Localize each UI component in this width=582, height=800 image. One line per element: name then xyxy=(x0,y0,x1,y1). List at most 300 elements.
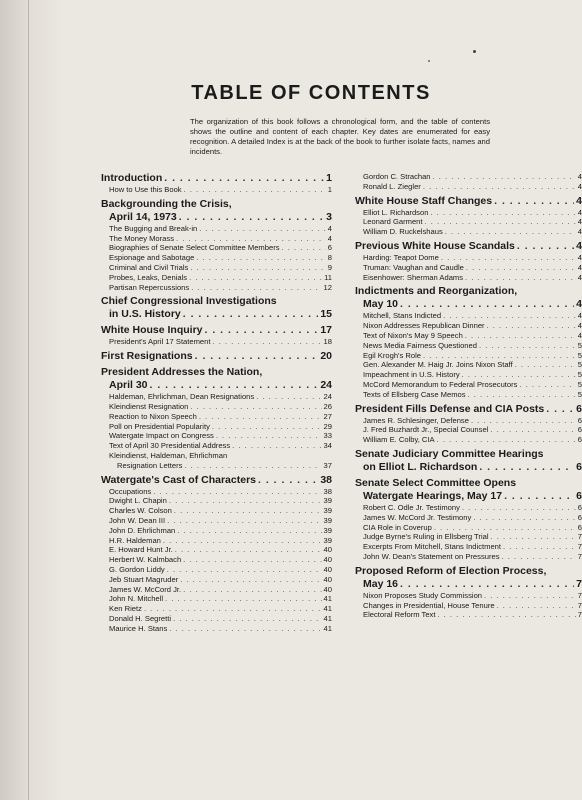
toc-entry xyxy=(355,321,582,331)
dot-leader xyxy=(213,337,322,347)
toc-entry xyxy=(355,601,582,611)
section-heading-page: 15 xyxy=(320,308,332,321)
section-heading-page: 38 xyxy=(320,473,332,486)
toc-entry-page: 41 xyxy=(323,623,332,633)
toc-entry-text: Poll on Presidential Popularity xyxy=(109,421,210,431)
toc-entry-text: Herbert W. Kalmbach xyxy=(109,555,182,565)
toc-entry-page: 6 xyxy=(327,243,332,253)
toc-entry xyxy=(355,532,582,542)
toc-entry-text: J. Fred Buzhardt Jr., Special Counsel xyxy=(363,425,489,435)
toc-entry-page: 4 xyxy=(577,262,582,272)
toc-entry-text: Donald H. Segretti xyxy=(109,613,172,623)
dot-leader xyxy=(445,227,576,237)
toc-entry xyxy=(355,435,582,445)
toc-entry-text: William D. Ruckelshaus xyxy=(363,227,443,237)
toc-entry-text: Ken Rietz xyxy=(109,604,142,614)
toc-section xyxy=(101,198,332,293)
toc-entry-text: The Money Morass xyxy=(109,233,174,243)
toc-section xyxy=(101,295,332,321)
toc-section xyxy=(355,403,582,445)
dot-leader xyxy=(462,370,576,380)
toc-entry xyxy=(355,273,582,283)
toc-entry-page: 6 xyxy=(577,425,582,435)
toc-entry-page: 6 xyxy=(577,512,582,522)
toc-entry-text: Text of April 30 Presidential Address xyxy=(109,441,231,451)
toc-entry xyxy=(101,487,332,497)
toc-entry xyxy=(101,422,332,432)
section-heading xyxy=(355,490,582,503)
dot-leader xyxy=(484,591,576,601)
toc-entry xyxy=(355,311,582,321)
toc-entry-page: 5 xyxy=(577,340,582,350)
dot-leader xyxy=(175,545,322,555)
toc-entry-page: 40 xyxy=(323,545,332,555)
section-heading xyxy=(355,578,582,591)
toc-entry-text: James W. McCord Jr. xyxy=(109,584,182,594)
toc-entry-page: 39 xyxy=(323,515,332,525)
toc-entry xyxy=(355,172,582,182)
toc-entry xyxy=(101,496,332,506)
toc-entry-text: Electoral Reform Text xyxy=(363,610,436,620)
dot-leader xyxy=(425,217,576,227)
toc-entry-text: William E. Colby, CIA xyxy=(363,435,435,445)
toc-entry-text: Probes, Leaks, Denials xyxy=(109,272,188,282)
dot-leader xyxy=(199,224,326,234)
section-heading-text: Introduction xyxy=(101,172,163,184)
dot-leader xyxy=(519,380,575,390)
toc-entry xyxy=(101,594,332,604)
toc-entry-page: 5 xyxy=(577,350,582,360)
print-speck xyxy=(428,60,430,62)
dot-leader xyxy=(400,298,574,311)
section-entries xyxy=(355,591,582,620)
toc-entry xyxy=(101,555,332,565)
toc-section xyxy=(101,350,332,363)
section-heading-text: on Elliot L. Richardson xyxy=(363,460,478,473)
toc-section xyxy=(355,477,582,562)
dot-leader xyxy=(190,402,321,412)
dot-leader xyxy=(437,610,575,620)
dot-leader xyxy=(423,182,576,192)
toc-entry-text: McCord Memorandum to Federal Prosecutors xyxy=(363,379,518,389)
toc-entry-text: Jeb Stuart Magruder xyxy=(109,574,179,584)
dot-leader xyxy=(169,496,322,506)
toc-entry xyxy=(101,516,332,526)
section-heading xyxy=(101,350,332,363)
toc-entry-text: Watergate Impact on Congress xyxy=(109,431,214,441)
toc-entry xyxy=(355,390,582,400)
section-entries xyxy=(355,208,582,237)
toc-entry-page: 33 xyxy=(323,431,332,441)
section-heading-page: 4 xyxy=(576,239,582,252)
toc-entry-text: Texts of Ellsberg Case Memos xyxy=(363,389,466,399)
section-heading-line: Senate Judiciary Committee Hearings xyxy=(355,447,544,460)
dot-leader xyxy=(497,601,576,611)
dot-leader xyxy=(517,240,574,253)
toc-entry-text: Egil Krogh's Role xyxy=(363,350,422,360)
toc-entry-page: 37 xyxy=(323,460,332,470)
toc-entry xyxy=(355,610,582,620)
section-heading-text: First Resignations xyxy=(101,350,193,363)
dot-leader xyxy=(437,435,576,445)
toc-section xyxy=(101,474,332,634)
toc-entry-text: John W. Dean III xyxy=(109,515,166,525)
toc-entry-text: The Bugging and Break-in xyxy=(109,223,198,233)
dot-leader xyxy=(515,360,576,370)
toc-entry-text: Ronald L. Ziegler xyxy=(363,181,421,191)
toc-entry-text: Gen. Alexander M. Haig Jr. Joins Nixon Staff xyxy=(363,360,513,370)
section-heading-page: 6 xyxy=(576,489,582,502)
toc-entry-text: John N. Mitchell xyxy=(109,594,164,604)
toc-entry-text: Gordon C. Strachan xyxy=(363,172,431,181)
toc-entry-page: 6 xyxy=(577,502,582,512)
section-entries xyxy=(101,337,332,347)
toc-entry xyxy=(101,412,332,422)
toc-left-column xyxy=(101,172,332,637)
toc-entry xyxy=(101,273,332,283)
section-heading-text: Watergate's Cast of Characters xyxy=(101,473,256,486)
dot-leader xyxy=(430,208,575,218)
dot-leader xyxy=(167,516,321,526)
toc-entry-page: 11 xyxy=(324,272,332,282)
dot-leader xyxy=(282,243,326,253)
section-heading-page: 6 xyxy=(576,460,582,473)
section-heading-page: 7 xyxy=(576,577,582,590)
toc-entry-page: 41 xyxy=(323,604,332,614)
section-heading-text: White House Inquiry xyxy=(101,324,203,337)
toc-entry-page: 12 xyxy=(323,282,332,292)
dot-leader xyxy=(479,461,574,474)
toc-section xyxy=(355,195,582,237)
toc-entry-text: Mitchell, Stans Indicted xyxy=(363,311,442,321)
section-heading-page: 20 xyxy=(320,350,332,363)
toc-entry-text: John W. Dean's Statement on Pressures xyxy=(363,551,500,561)
toc-entry-page: 7 xyxy=(577,551,582,561)
dot-leader xyxy=(165,594,322,604)
dot-leader xyxy=(546,403,574,416)
toc-entry-page: 4 xyxy=(577,272,582,282)
section-entries xyxy=(355,311,582,399)
toc-entry xyxy=(355,523,582,533)
toc-entry xyxy=(355,370,582,380)
toc-section xyxy=(101,366,332,470)
toc-entry xyxy=(101,431,332,441)
toc-entry xyxy=(355,503,582,513)
toc-section xyxy=(355,285,582,399)
section-entries xyxy=(101,487,332,634)
toc-section xyxy=(355,240,582,282)
dot-leader xyxy=(433,172,576,182)
toc-entry xyxy=(101,253,332,263)
toc-entry xyxy=(101,565,332,575)
toc-entry-page: 39 xyxy=(323,535,332,545)
toc-entry xyxy=(101,506,332,516)
dot-leader xyxy=(183,585,321,595)
toc-entry xyxy=(355,263,582,273)
toc-entry-text: Criminal and Civil Trials xyxy=(109,262,189,272)
toc-entry xyxy=(101,263,332,273)
dot-leader xyxy=(205,324,319,337)
toc-entry xyxy=(101,575,332,585)
toc-entry-page: 39 xyxy=(323,525,332,535)
section-heading-text: April 14, 1973 xyxy=(109,210,177,223)
toc-section xyxy=(101,324,332,347)
section-heading-text: in U.S. History xyxy=(109,308,181,321)
section-heading-line: Senate Select Committee Opens xyxy=(355,476,517,489)
section-heading-text: White House Staff Changes xyxy=(355,194,493,207)
toc-entry xyxy=(355,513,582,523)
section-heading-page: 4 xyxy=(576,298,582,311)
toc-entry xyxy=(101,614,332,624)
toc-right-column xyxy=(355,172,582,623)
toc-entry xyxy=(101,585,332,595)
section-heading xyxy=(355,240,582,253)
dot-leader xyxy=(177,526,321,536)
toc-entry-page: 6 xyxy=(577,415,582,425)
toc-entry xyxy=(101,402,332,412)
toc-entry xyxy=(355,217,582,227)
toc-entry-text: Robert C. Odle Jr. Testimony xyxy=(363,502,460,512)
toc-entry-page: 4 xyxy=(577,172,582,181)
section-entries xyxy=(101,185,332,195)
toc-section xyxy=(355,172,582,192)
toc-entry-page: 27 xyxy=(323,411,332,421)
page-binding-shadow xyxy=(0,0,64,800)
toc-entry-text: Partisan Repercussions xyxy=(109,282,190,292)
toc-entry xyxy=(101,234,332,244)
toc-entry-text: News Media Fairness Questioned xyxy=(363,340,477,350)
toc-entry xyxy=(101,392,332,402)
toc-entry-page: 4 xyxy=(577,181,582,191)
section-entries xyxy=(101,224,332,293)
toc-entry-page: 6 xyxy=(577,435,582,445)
dot-leader xyxy=(502,552,576,562)
dot-leader xyxy=(494,195,574,208)
toc-entry-text: H.R. Haldeman xyxy=(109,535,161,545)
dot-leader xyxy=(153,487,321,497)
dot-leader xyxy=(491,532,576,542)
dot-leader xyxy=(503,542,576,552)
section-heading xyxy=(101,211,332,224)
toc-entry xyxy=(355,208,582,218)
section-heading xyxy=(355,403,582,416)
dot-leader xyxy=(189,273,322,283)
dot-leader xyxy=(465,331,576,341)
toc-entry-page: 18 xyxy=(323,337,332,347)
toc-entry-page: 5 xyxy=(577,379,582,389)
toc-entry-page: 39 xyxy=(323,496,332,506)
dot-leader xyxy=(174,506,322,516)
entry-line: Kleindienst, Haldeman, Ehrlichman xyxy=(109,450,228,460)
toc-entry-text: James W. McCord Jr. Testimony xyxy=(363,512,472,522)
section-heading-text: April 30 xyxy=(109,379,148,392)
toc-entry-page: 5 xyxy=(577,370,582,380)
dot-leader xyxy=(183,555,321,565)
dot-leader xyxy=(167,565,322,575)
dot-leader xyxy=(184,461,321,471)
toc-entry-page: 34 xyxy=(323,441,332,451)
section-heading xyxy=(355,461,582,474)
dot-leader xyxy=(473,513,575,523)
toc-entry-text: Harding: Teapot Dome xyxy=(363,252,439,262)
dot-leader xyxy=(179,211,324,224)
section-heading-line: Indictments and Reorganization, xyxy=(355,285,518,298)
toc-entry-page: 4 xyxy=(327,233,332,243)
section-heading-text: May 10 xyxy=(363,298,399,311)
dot-leader xyxy=(176,234,326,244)
toc-entry-text: President's April 17 Statement xyxy=(109,337,211,347)
toc-entry xyxy=(101,461,332,471)
toc-entry xyxy=(355,253,582,263)
dot-leader xyxy=(190,263,325,273)
toc-entry-text: Maurice H. Stans xyxy=(109,623,168,633)
toc-entry-page: 9 xyxy=(327,262,332,272)
toc-entry xyxy=(355,591,582,601)
dot-leader xyxy=(164,172,324,185)
dot-leader xyxy=(180,575,321,585)
toc-entry xyxy=(355,542,582,552)
toc-entry xyxy=(101,185,332,195)
toc-entry-page: 4 xyxy=(577,252,582,262)
section-heading-text: Previous White House Scandals xyxy=(355,239,515,252)
dot-leader xyxy=(163,536,322,546)
toc-entry-page: 6 xyxy=(577,522,582,532)
section-entries xyxy=(101,392,332,470)
section-heading xyxy=(101,324,332,337)
dot-leader xyxy=(169,624,321,634)
section-heading-text: May 16 xyxy=(363,577,399,590)
toc-entry-text: Text of Nixon's May 9 Speech xyxy=(363,330,463,340)
toc-entry xyxy=(355,360,582,370)
toc-entry-page: 7 xyxy=(577,542,582,552)
section-heading-text: President Fills Defense and CIA Posts xyxy=(355,402,545,415)
toc-entry-page: 40 xyxy=(323,555,332,565)
dot-leader xyxy=(256,392,321,402)
toc-entry xyxy=(101,604,332,614)
dot-leader xyxy=(232,441,321,451)
toc-entry-text: Biographies of Senate Select Committee Members xyxy=(109,243,280,253)
toc-entry xyxy=(355,380,582,390)
toc-entry-page: 41 xyxy=(323,613,332,623)
section-heading xyxy=(101,474,332,487)
dot-leader xyxy=(479,341,576,351)
toc-entry-text: Leonard Garment xyxy=(363,217,423,227)
toc-entry-text: Reaction to Nixon Speech xyxy=(109,411,197,421)
section-heading-line: Backgrounding the Crisis, xyxy=(101,197,232,210)
section-heading-page: 4 xyxy=(576,194,582,207)
dot-leader xyxy=(150,379,319,392)
toc-entry-page: 7 xyxy=(577,590,582,600)
toc-entry-page: 24 xyxy=(323,392,332,402)
toc-entry xyxy=(355,341,582,351)
dot-leader xyxy=(468,390,576,400)
section-heading-line: President Addresses the Nation, xyxy=(101,366,263,379)
toc-entry-page: 5 xyxy=(577,389,582,399)
page-title: TABLE OF CONTENTS xyxy=(191,82,431,104)
toc-entry-page: 7 xyxy=(577,600,582,610)
print-speck xyxy=(473,50,476,53)
toc-entry-text: Resignation Letters xyxy=(117,460,183,470)
toc-entry-page: 8 xyxy=(327,253,332,263)
toc-entry-page: 7 xyxy=(577,610,582,620)
toc-entry xyxy=(355,552,582,562)
toc-entry xyxy=(355,351,582,361)
toc-entry-text: E. Howard Hunt Jr. xyxy=(109,545,173,555)
toc-entry-page: 7 xyxy=(577,532,582,542)
toc-entry-page: 4 xyxy=(577,207,582,217)
toc-entry xyxy=(101,526,332,536)
toc-entry xyxy=(355,425,582,435)
toc-entry-page: 5 xyxy=(577,360,582,370)
dot-leader xyxy=(490,425,575,435)
toc-entry-page: 40 xyxy=(323,574,332,584)
toc-entry-text: How to Use this Book xyxy=(109,185,182,194)
dot-leader xyxy=(195,350,319,363)
dot-leader xyxy=(191,283,321,293)
section-heading-line: Proposed Reform of Election Process, xyxy=(355,564,547,577)
dot-leader xyxy=(423,351,576,361)
intro-paragraph: The organization of this book follows a chronological form, and the table of contents shows the outline and content of each chapter. Key dates are enumerated for easy recognition. A detailed Index is at the back of the book to further isolate facts, names and incidents. xyxy=(190,117,490,156)
dot-leader xyxy=(184,185,326,195)
toc-entry-page: 4 xyxy=(577,311,582,321)
section-heading xyxy=(101,379,332,392)
toc-entry xyxy=(355,182,582,192)
toc-section xyxy=(355,565,582,620)
toc-entry-page: 29 xyxy=(323,421,332,431)
toc-entry xyxy=(101,243,332,253)
dot-leader xyxy=(471,416,576,426)
toc-entry-page: 4 xyxy=(577,227,582,237)
dot-leader xyxy=(212,422,322,432)
section-entries xyxy=(355,253,582,282)
toc-entry xyxy=(101,545,332,555)
dot-leader xyxy=(173,614,321,624)
toc-entry-page: 4 xyxy=(577,330,582,340)
section-heading-page: 24 xyxy=(320,379,332,392)
toc-entry-page: 41 xyxy=(323,594,332,604)
toc-entry-page: 26 xyxy=(323,401,332,411)
toc-entry-page: 40 xyxy=(323,584,332,594)
toc-entry-page: 39 xyxy=(323,506,332,516)
toc-entry xyxy=(101,441,332,451)
dot-leader xyxy=(443,311,576,321)
section-heading xyxy=(355,298,582,311)
dot-leader xyxy=(196,253,325,263)
toc-section xyxy=(101,172,332,195)
toc-entry-page: 4 xyxy=(327,223,332,233)
dot-leader xyxy=(216,431,322,441)
toc-entry-text: Nixon Addresses Republican Dinner xyxy=(363,321,485,331)
toc-entry-text: Espionage and Sabotage xyxy=(109,253,195,263)
dot-leader xyxy=(199,412,322,422)
toc-entry-text: Excerpts From Mitchell, Stans Indictment xyxy=(363,542,501,552)
section-heading xyxy=(101,308,332,321)
toc-entry xyxy=(355,227,582,237)
section-entries xyxy=(355,503,582,562)
toc-entry-text: Nixon Proposes Study Commission xyxy=(363,590,483,600)
toc-entry xyxy=(101,536,332,546)
toc-entry xyxy=(355,416,582,426)
toc-entry-text: Charles W. Colson xyxy=(109,506,172,516)
toc-entry-page: 1 xyxy=(327,185,332,194)
section-heading xyxy=(101,172,332,185)
toc-entry xyxy=(355,331,582,341)
toc-entry-text: G. Gordon Liddy xyxy=(109,564,165,574)
toc-entry-page: 38 xyxy=(323,486,332,496)
dot-leader xyxy=(504,490,574,503)
dot-leader xyxy=(183,308,319,321)
toc-entry xyxy=(101,337,332,347)
